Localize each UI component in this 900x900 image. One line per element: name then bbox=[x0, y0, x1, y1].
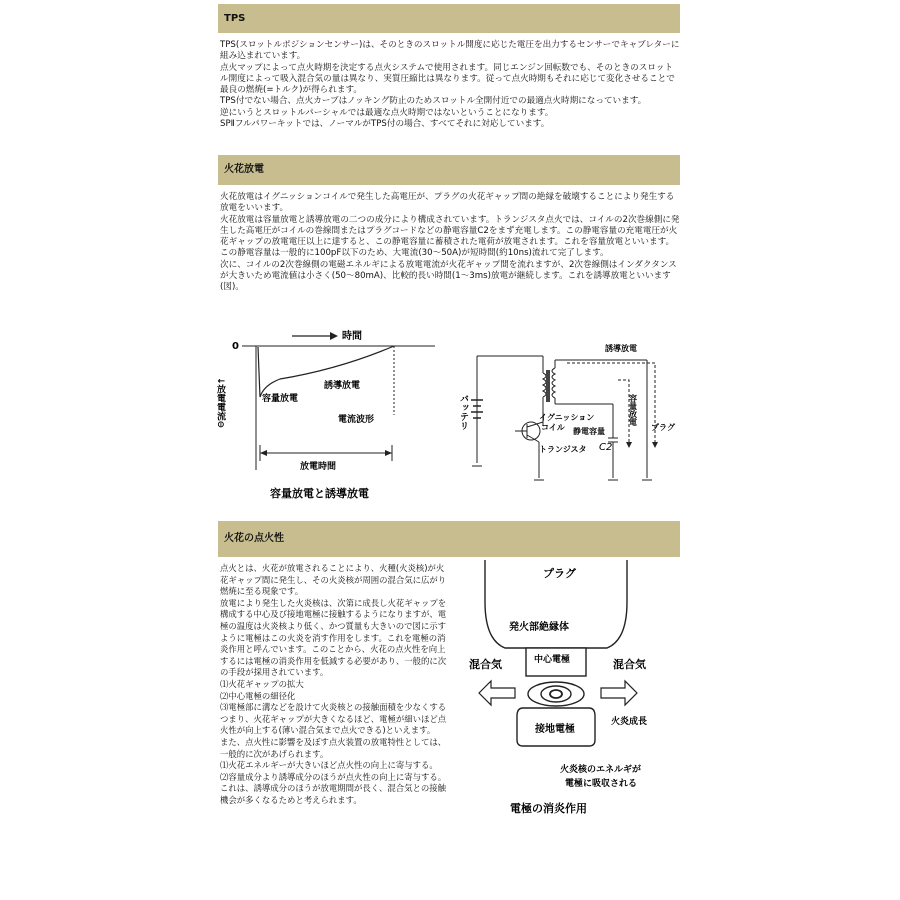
mixture-right-label: 混合気 bbox=[613, 658, 646, 671]
section-header-spark-discharge bbox=[218, 155, 680, 185]
section-body-tps bbox=[220, 40, 680, 130]
battery-label: バッテリ bbox=[458, 394, 468, 430]
inductive-discharge-label: 誘導放電 bbox=[605, 344, 637, 353]
paragraph: これは、誘導成分のほうが放電期間が長く、混合気との接触機会が多くなるためと考えられます。 bbox=[220, 783, 446, 805]
inductive-discharge-label: 誘導放電 bbox=[324, 381, 361, 391]
flame-growth-label: 火炎成長 bbox=[611, 717, 648, 727]
mixture-left-label: 混合気 bbox=[469, 658, 502, 671]
plug-label: プラグ bbox=[543, 567, 576, 580]
section-body-spark-discharge bbox=[220, 192, 680, 294]
plug-label: プラグ bbox=[651, 423, 675, 432]
list-item: ⑵中心電極の細径化 bbox=[220, 690, 296, 701]
electrode-quenching-figure bbox=[455, 560, 680, 820]
discharge-time-label: 放電時間 bbox=[300, 462, 337, 472]
paragraph: TPS付でない場合、点火カーブはノッキング防止のためスロットル全開付近での最適点火時期になっています。 bbox=[220, 96, 647, 107]
discharge-current-label: ↓放電電流⊖ bbox=[215, 377, 225, 429]
paragraph: 火花放電は容量放電と誘導放電の二つの成分により構成されています。トランジスタ点火では、コイルの2次巻線側に発生した高電圧がコイルの巻線間またはプラグコードなどの静電容量C2をまず充電します。この静電容量の充電電圧が火花ギャップの放電電圧以上に達すると、この静電容量に蓄積された電荷が放電されます。これを容量放電といいます。この静電容量は一般的に100pF以下のため、大電流(30～50A)が短時間(約10ns)流れて完了します。 bbox=[220, 214, 680, 259]
paragraph: 放電により発生した火炎核は、次第に成長し火花ギャップを構成する中心及び接地電極に接触するようになりますが、電極の温度は火炎核より低く、かつ質量も大きいので図に示すように電極はこの火炎を消す作用をします。これを電極の消炎作用と呼んでいます。このことから、火花の点火性を向上するには電極の消炎作用を低減する必要があり、一般的に次の手段が採用されています。 bbox=[220, 597, 447, 678]
list-item: ⑶電極部に溝などを設けて火炎核との接触面積を少なくする bbox=[220, 702, 447, 713]
transistor-label: トランジスタ bbox=[539, 445, 587, 454]
coil-label-line2: コイル bbox=[541, 423, 565, 432]
paragraph: 火花放電はイグニッションコイルで発生した高電圧が、プラグの火花ギャップ間の絶縁を破壊することにより発生する放電をいいます。 bbox=[220, 192, 675, 214]
c2-label: C2 bbox=[599, 442, 613, 453]
paragraph: 次に、コイルの2次巻線側の電磁エネルギによる放電電流が火花ギャップ間を流れますが、2次巻線側はインダクタンスが大きいため電流値は小さく(50～80mA)、比較的長い時間(1～3ms)放電が継続します。これを誘導放電といいます(図)。 bbox=[220, 259, 677, 293]
section-title: TPS bbox=[224, 13, 246, 24]
arrow-right-icon bbox=[601, 681, 637, 705]
paragraph: 点火マップによって点火時期を決定する点火システムで使用されます。同じエンジン回転数でも、そのときのスロットル開度によって吸入混合気の量は異なり、実質圧縮比は異なります。従って点火時期もそれに応じて変化させることで最良の燃焼(=トルク)が得られます。 bbox=[220, 62, 675, 96]
capacitive-discharge-label: 容量放電 bbox=[628, 394, 638, 426]
energy-note-line1: 火炎核のエネルギが bbox=[560, 765, 642, 775]
ground-electrode-label: 接地電極 bbox=[535, 724, 575, 735]
center-electrode-label: 中心電極 bbox=[534, 655, 571, 665]
paragraph: TPS(スロットルポジションセンサー)は、そのときのスロットル開度に応じた電圧を出力するセンサーでキャブレターに組み込まれています。 bbox=[220, 40, 680, 62]
arrow-left-icon bbox=[479, 681, 515, 705]
paragraph: また、点火性に影響を及ぼす点火装置の放電特性としては、一般的に次があげられます。 bbox=[220, 736, 447, 759]
section-header-tps bbox=[218, 4, 680, 33]
time-label: 時間 bbox=[342, 331, 362, 342]
waveform-label: 電流波形 bbox=[338, 415, 375, 425]
section-title: 火花の点火性 bbox=[224, 533, 284, 544]
paragraph: 逆にいうとスロットルパーシャルでは最適な点火時期ではないということになります。 bbox=[220, 107, 554, 118]
axis-zero-label: 0 bbox=[232, 341, 239, 352]
figure-caption: 電極の消炎作用 bbox=[510, 802, 587, 815]
ignition-circuit-figure bbox=[455, 338, 675, 488]
section-header-ignitability bbox=[218, 521, 680, 557]
list-item: ⑴火花エネルギーが大きいほど点火性の向上に寄与する。 bbox=[220, 760, 438, 771]
discharge-waveform-figure bbox=[215, 325, 450, 505]
list-item: ⑵容量成分より誘導成分のほうが点火性の向上に寄与する。 bbox=[220, 771, 447, 782]
insulator-label: 発火部絶縁体 bbox=[509, 622, 569, 633]
section-body-ignitability bbox=[220, 563, 448, 806]
capacitive-discharge-label: 容量放電 bbox=[262, 394, 299, 404]
capacitance-label: 静電容量 bbox=[573, 427, 605, 436]
paragraph: 点火とは、火花が放電されることにより、火種(火炎核)が火花ギャップ間に発生し、その火炎核が周囲の混合気に広がり燃焼に至る現象です。 bbox=[220, 563, 447, 597]
paragraph: SPⅡフルパワーキットでは、ノーマルがTPS付の場合、すべてそれに対応しています。 bbox=[220, 119, 550, 130]
energy-note-line2: 電極に吸収される bbox=[565, 779, 638, 789]
figure-caption: 容量放電と誘導放電 bbox=[270, 487, 369, 500]
paragraph: つまり、火花ギャップが大きくなるほど、電極が細いほど点火性が向上する(薄い混合気まで点火できる)といえます。 bbox=[220, 713, 447, 736]
coil-label-line1: イグニッション bbox=[539, 413, 595, 422]
list-item: ⑴火花ギャップの拡大 bbox=[220, 678, 304, 689]
section-title: 火花放電 bbox=[224, 164, 264, 175]
